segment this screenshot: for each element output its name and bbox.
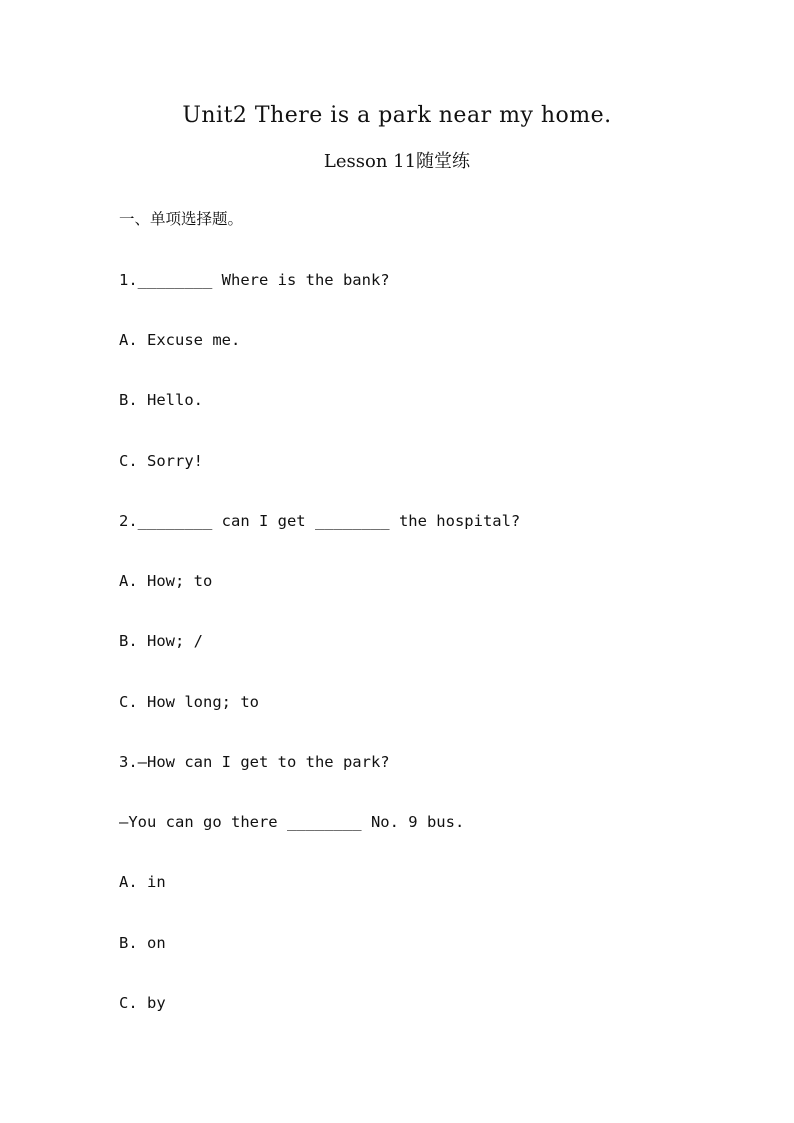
question-1-stem: 1.________ Where is the bank?: [119, 271, 390, 289]
question-1-option-b: B. Hello.: [119, 391, 203, 409]
question-3-stem: 3.—How can I get to the park?: [119, 753, 390, 771]
page-title: Unit2 There is a park near my home.: [182, 103, 612, 128]
question-3-option-b: B. on: [119, 934, 166, 952]
question-2-option-c: C. How long; to: [119, 693, 259, 711]
question-2-option-a: A. How; to: [119, 572, 213, 590]
question-3-option-a: A. in: [119, 873, 166, 891]
question-3-stem-continued: —You can go there ________ No. 9 bus.: [119, 813, 465, 831]
section-heading: 一、单项选择题。: [119, 210, 244, 228]
question-3-option-c: C. by: [119, 994, 166, 1012]
question-1-option-c: C. Sorry!: [119, 452, 203, 470]
question-2-option-b: B. How; /: [119, 632, 203, 650]
question-2-stem: 2.________ can I get ________ the hospital?: [119, 512, 521, 530]
question-1-option-a: A. Excuse me.: [119, 331, 241, 349]
page-subtitle: Lesson 11随堂练: [323, 151, 471, 172]
